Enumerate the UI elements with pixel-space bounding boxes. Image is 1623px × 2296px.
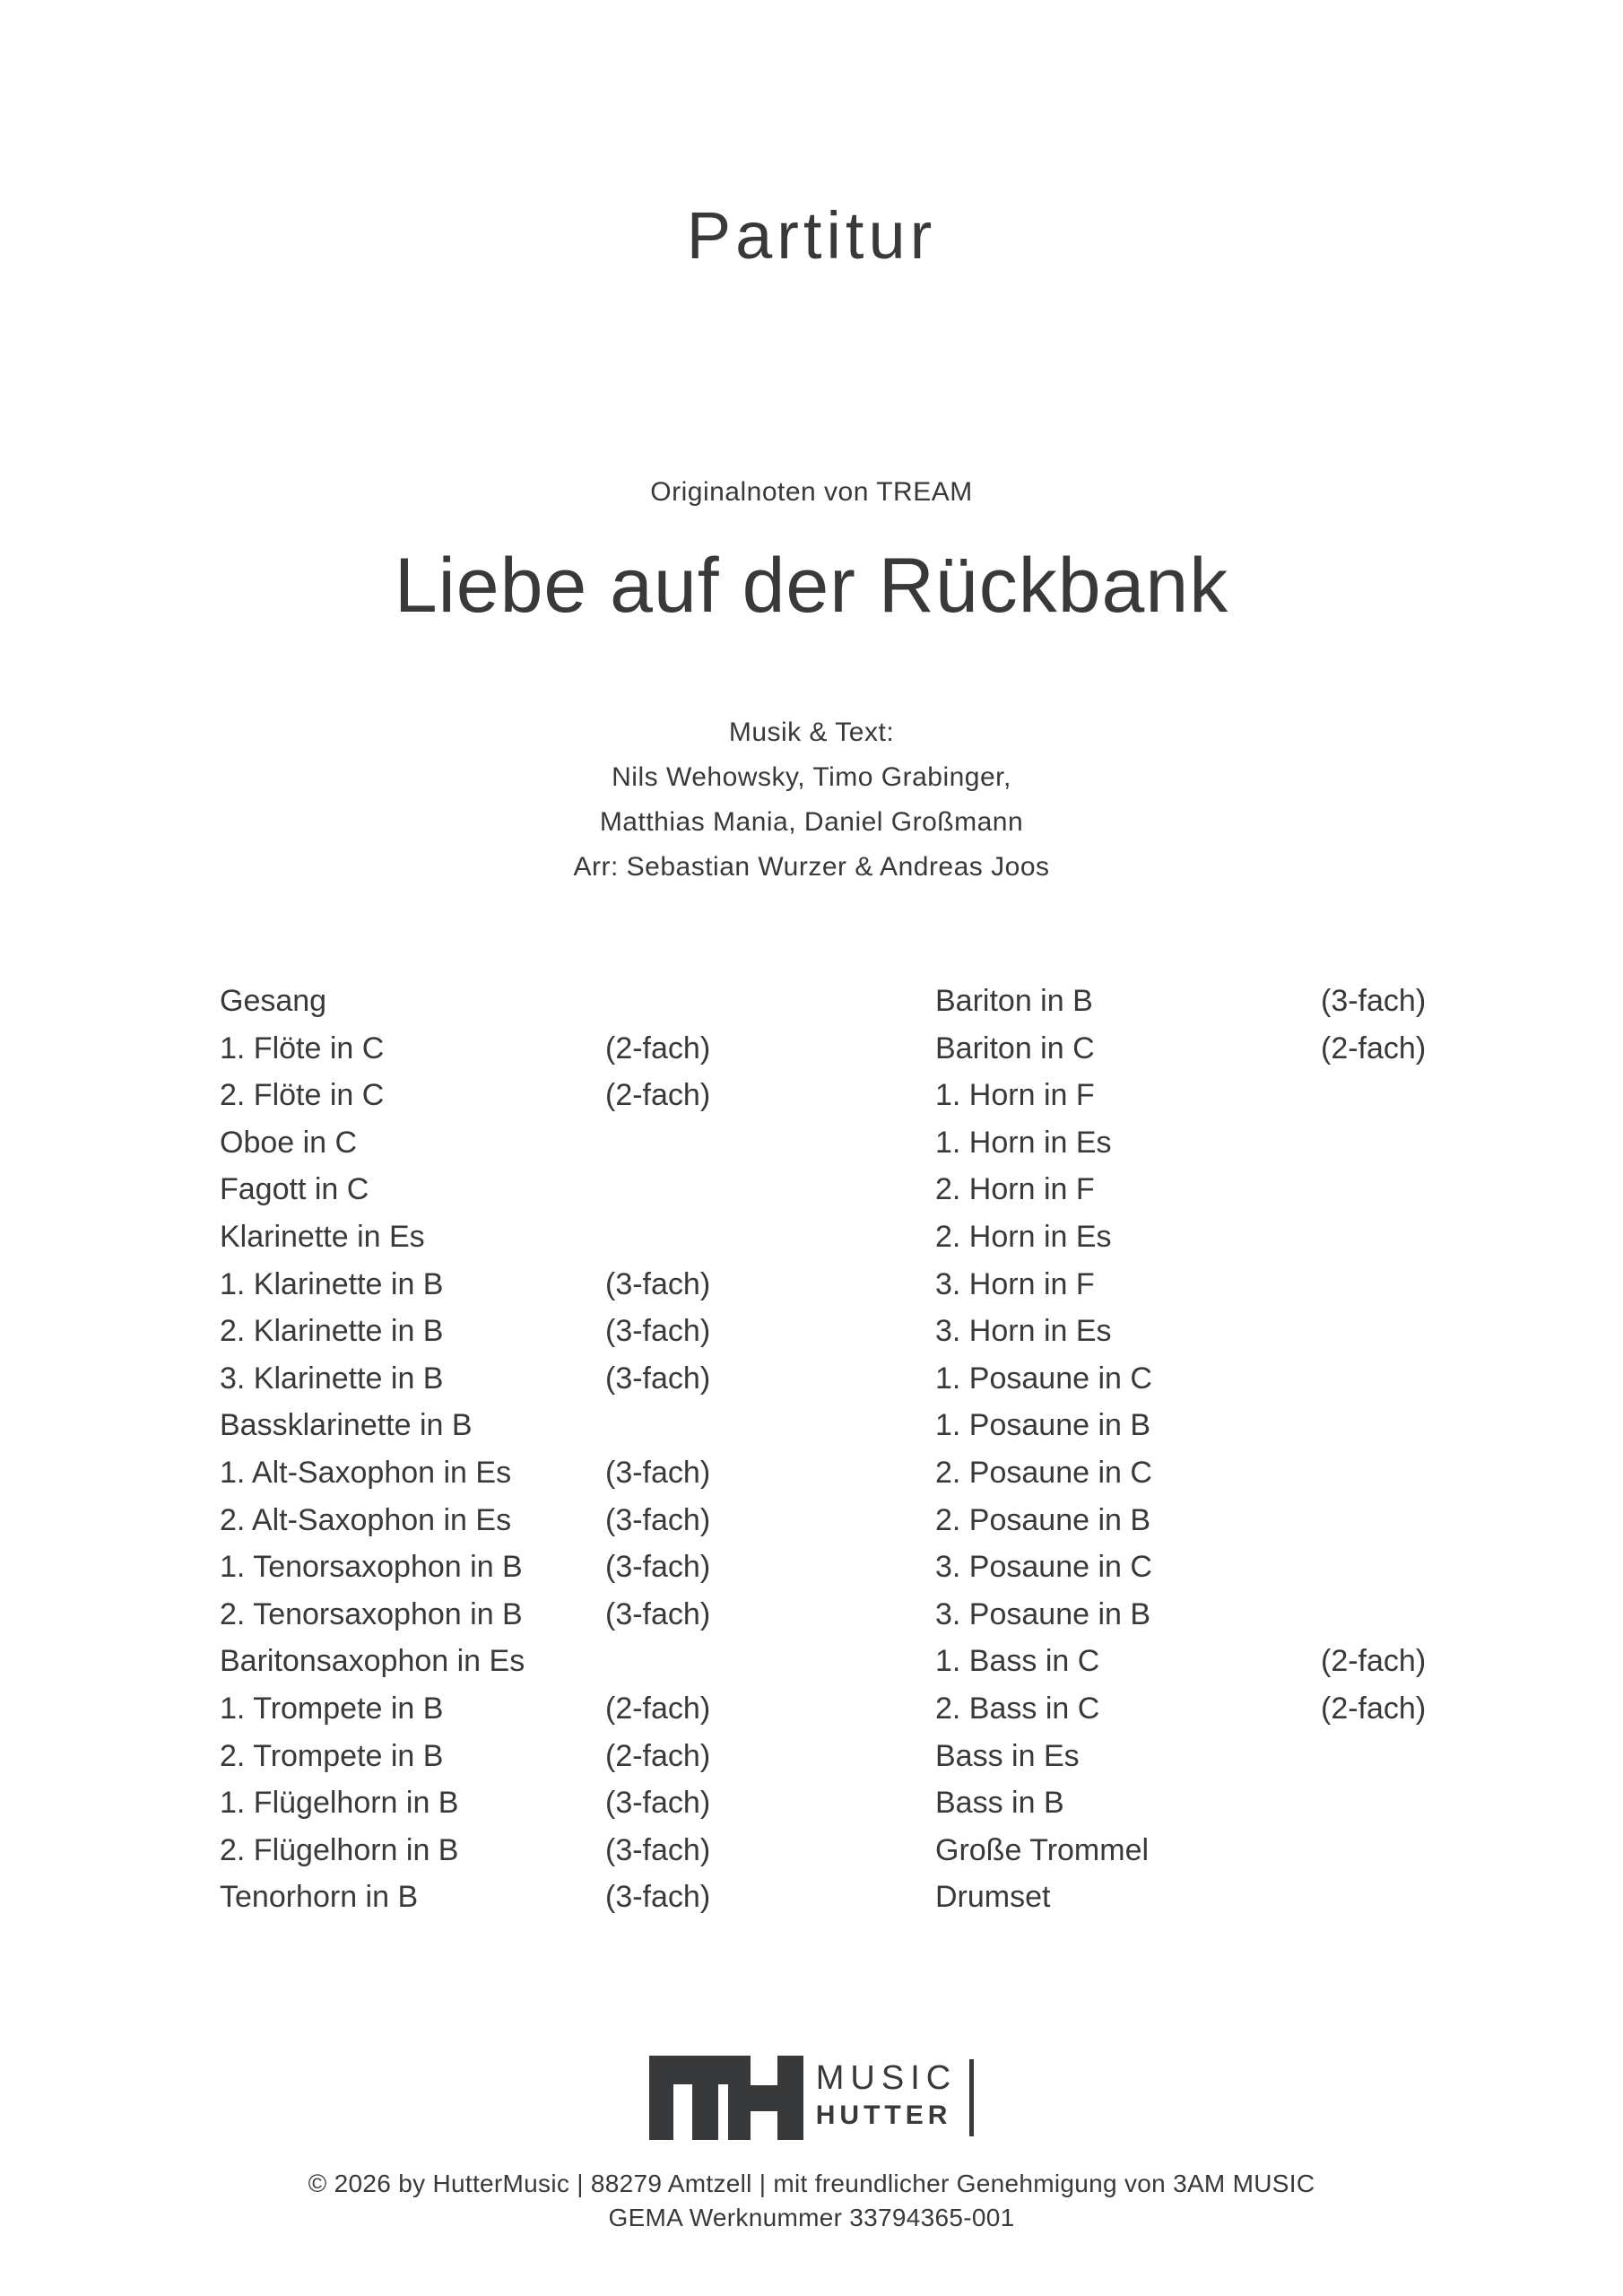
instrument-copies: (3-fach) [605,1786,711,1821]
instrument-name: 1. Bass in C [935,1644,1100,1679]
instrument-name: 2. Posaune in C [935,1455,1152,1490]
instrument-name: 2. Bass in C [935,1691,1100,1726]
instrument-row [220,1685,883,1733]
instrument-name: 1. Trompete in B [220,1691,444,1726]
instrument-copies: (3-fach) [605,1314,711,1349]
credit-line: Musik & Text: [728,718,895,747]
instrument-row [220,1591,883,1639]
instrument-row [220,1402,883,1449]
instrument-copies: (3-fach) [605,1596,711,1631]
instrument-name: Oboe in C [220,1125,358,1160]
instrument-name: Bariton in C [935,1031,1095,1065]
instrument-row [935,1827,1599,1874]
instrument-row [220,1308,883,1355]
instrument-name: 2. Posaune in B [935,1502,1151,1537]
instrument-name: 2. Flöte in C [220,1078,385,1113]
instrument-name: Gesang [220,984,327,1018]
instrument-row [935,1072,1599,1119]
instrument-row [220,1119,883,1167]
instrument-name: 1. Tenorsaxophon in B [220,1550,523,1585]
instrument-row [935,1166,1599,1213]
instrument-name: 2. Horn in Es [935,1219,1112,1254]
instrument-copies: (3-fach) [605,1832,711,1867]
instrument-copies: (3-fach) [1321,984,1427,1018]
instrument-copies: (3-fach) [605,1502,711,1537]
instrument-row [935,1779,1599,1827]
instrument-column-right [935,978,1599,1921]
logo-divider-bar [969,2059,974,2136]
instrument-name: Bass in B [935,1786,1064,1821]
instrument-name: 3. Horn in Es [935,1314,1112,1349]
instrument-name: 1. Horn in F [935,1078,1095,1113]
logo-wordmark [816,2056,957,2130]
instrument-row [220,1733,883,1780]
instrument-row [220,1544,883,1591]
page-title: Partitur [686,198,937,273]
instrument-name: Klarinette in Es [220,1219,425,1254]
instrument-name: Tenorhorn in B [220,1880,419,1915]
instrument-copies: (2-fach) [605,1078,711,1113]
instrument-copies: (2-fach) [605,1691,711,1726]
instrument-row [220,978,883,1025]
instrument-copies: (2-fach) [1321,1031,1427,1065]
instrument-copies: (3-fach) [605,1361,711,1396]
instrument-name: 3. Horn in F [935,1266,1095,1301]
copyright-line: © 2026 by HutterMusic | 88279 Amtzell | mit freundlicher Genehmigung von 3AM MUSIC [308,2170,1315,2197]
mh-monogram-icon [649,2056,803,2140]
instrument-name: 1. Flügelhorn in B [220,1786,459,1821]
instrument-row [935,1355,1599,1403]
instrument-row [220,1497,883,1544]
instrument-name: 1. Alt-Saxophon in Es [220,1455,512,1490]
instrument-column-left [220,978,883,1921]
instrument-row [935,1733,1599,1780]
instrument-row [220,1025,883,1073]
instrument-name: Große Trommel [935,1832,1150,1867]
instrument-name: 2. Flügelhorn in B [220,1832,459,1867]
instrument-row [935,1213,1599,1261]
instrument-row [935,1638,1599,1685]
instrument-copies: (2-fach) [605,1738,711,1773]
credit-line: Matthias Mania, Daniel Großmann [599,807,1024,837]
instrument-copies: (3-fach) [605,1880,711,1915]
instrument-name: 2. Alt-Saxophon in Es [220,1502,512,1537]
instrument-row [935,1308,1599,1355]
instrument-row [220,1355,883,1403]
instrument-row [935,1119,1599,1167]
instrument-name: 2. Trompete in B [220,1738,444,1773]
instrument-row [220,1261,883,1309]
instrument-copies: (3-fach) [605,1455,711,1490]
instrument-copies: (3-fach) [605,1266,711,1301]
instrument-copies: (2-fach) [605,1031,711,1065]
publisher-logo [0,2056,1623,2145]
original-notes-credit: Originalnoten von TREAM [650,477,973,507]
instrument-row [935,1449,1599,1497]
instrument-name: 1. Posaune in C [935,1361,1152,1396]
instrument-name: 2. Tenorsaxophon in B [220,1596,523,1631]
instrument-copies: (2-fach) [1321,1691,1427,1726]
instrument-row [935,1591,1599,1639]
instrument-row [935,978,1599,1025]
instrument-row [935,1497,1599,1544]
instrument-name: 1. Horn in Es [935,1125,1112,1160]
instrument-name: Drumset [935,1880,1051,1915]
credit-line: Arr: Sebastian Wurzer & Andreas Joos [573,852,1050,882]
instrument-name: 1. Flöte in C [220,1031,385,1065]
logo-hutter-text: HUTTER [815,2100,952,2130]
instrument-row [935,1685,1599,1733]
copyright-block [0,2167,1623,2235]
logo-music-text: MUSIC [815,2059,958,2097]
instrument-row [935,1874,1599,1921]
instrument-name: Bassklarinette in B [220,1408,473,1443]
instrument-row [935,1261,1599,1309]
instrument-row [220,1827,883,1874]
instrument-name: Baritonsaxophon in Es [220,1644,525,1679]
instrument-row [935,1402,1599,1449]
instrument-row [935,1544,1599,1591]
instrument-name: 1. Posaune in B [935,1408,1151,1443]
instrument-row [220,1779,883,1827]
instrument-name: 2. Klarinette in B [220,1314,444,1349]
instrument-name: Bariton in B [935,984,1093,1018]
instrument-row [220,1449,883,1497]
instrument-row [220,1072,883,1119]
instrument-name: 3. Posaune in C [935,1550,1152,1585]
instrument-name: Bass in Es [935,1738,1080,1773]
instrument-copies: (3-fach) [605,1550,711,1585]
instrument-row [220,1638,883,1685]
instrument-name: 1. Klarinette in B [220,1266,444,1301]
instrument-name: Fagott in C [220,1172,369,1207]
instrument-copies: (2-fach) [1321,1644,1427,1679]
credit-line: Nils Wehowsky, Timo Grabinger, [612,762,1011,792]
instrument-row [220,1166,883,1213]
instrument-name: 3. Posaune in B [935,1596,1151,1631]
instrument-name: 3. Klarinette in B [220,1361,444,1396]
instrument-row [220,1213,883,1261]
instrument-row [220,1874,883,1921]
gema-number-line: GEMA Werknummer 33794365-001 [608,2204,1015,2231]
instrument-name: 2. Horn in F [935,1172,1095,1207]
instrument-row [935,1025,1599,1073]
song-title: Liebe auf der Rückbank [394,543,1229,629]
